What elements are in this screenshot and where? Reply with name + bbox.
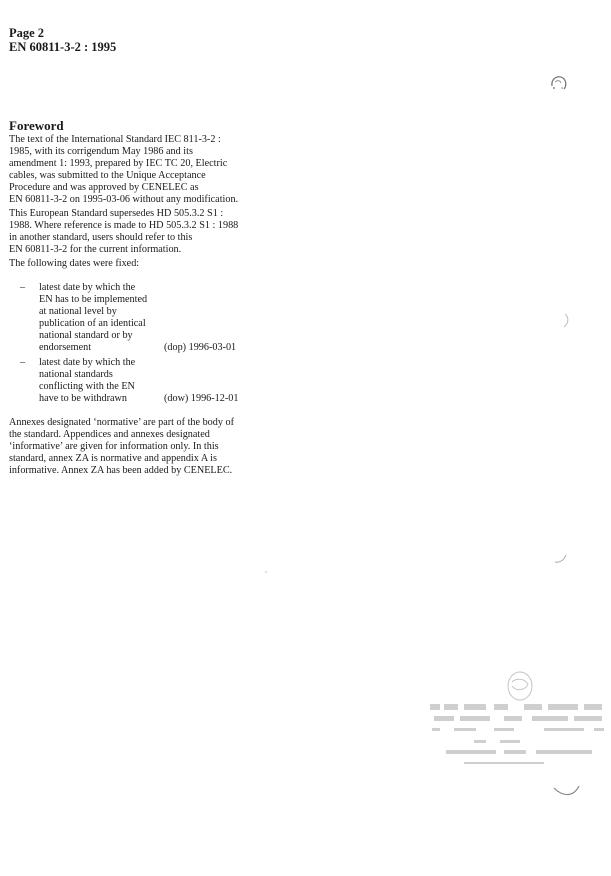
- text-line: national standard or by: [39, 330, 133, 341]
- paragraph-annexes: [9, 417, 267, 477]
- scan-mark-lower: [552, 552, 570, 566]
- text-line: national standards: [39, 369, 113, 380]
- text-line: latest date by which the: [39, 282, 136, 293]
- scan-mark-mid: [560, 312, 572, 330]
- paragraph-supersedes: [9, 208, 267, 256]
- page-number: Page 2: [9, 26, 45, 40]
- text-line: endorsement: [39, 342, 92, 353]
- text-line: The text of the International Standard IEC 811-3-2 :: [9, 134, 221, 145]
- date-item-dow: [9, 357, 267, 405]
- text-line: 1985, with its corrigendum May 1986 and its: [9, 146, 193, 157]
- date-value: (dop) 1996-03-01: [164, 342, 237, 353]
- text-line: This European Standard supersedes HD 505.3.2 S1 :: [9, 208, 224, 219]
- text-line: Procedure and was approved by CENELEC as: [9, 182, 199, 193]
- text-line: EN 60811-3-2 for the current information.: [9, 244, 182, 255]
- text-line: Annexes designated ‘normative’ are part of the body of: [9, 417, 234, 428]
- foreword-body: [9, 134, 267, 479]
- scan-dot: [264, 570, 268, 574]
- scan-mark-top: [548, 72, 570, 94]
- text-line: standard, annex ZA is normative and appendix A is: [9, 453, 217, 464]
- faded-stamp-seal: [424, 668, 608, 808]
- list-dash: –: [20, 282, 26, 293]
- date-value: (dow) 1996-12-01: [164, 393, 239, 404]
- text-line: EN 60811-3-2 on 1995-03-06 without any modification.: [9, 194, 239, 205]
- page-header: [9, 26, 116, 54]
- text-line: publication of an identical: [39, 318, 146, 329]
- text-line: in another standard, users should refer to this: [9, 232, 193, 243]
- text-line: at national level by: [39, 306, 117, 317]
- text-line: informative. Annex ZA has been added by CENELEC.: [9, 465, 233, 476]
- text-line: latest date by which the: [39, 357, 136, 368]
- paragraph-adoption: [9, 134, 267, 206]
- list-dash: –: [20, 357, 26, 368]
- text-line: cables, was submitted to the Unique Acceptance: [9, 170, 206, 181]
- text-line: have to be withdrawn: [39, 393, 127, 404]
- text-line: conflicting with the EN: [39, 381, 135, 392]
- text-line: EN has to be implemented: [39, 294, 148, 305]
- paragraph-dates-intro: [9, 258, 267, 270]
- text-line: amendment 1: 1993, prepared by IEC TC 20, Electric: [9, 158, 228, 169]
- standard-number: EN 60811-3-2 : 1995: [9, 40, 117, 54]
- text-line: ‘informative’ are given for information only. In this: [9, 441, 219, 452]
- date-list: [9, 282, 267, 405]
- text-line: The following dates were fixed:: [9, 258, 140, 269]
- text-line: the standard. Appendices and annexes designated: [9, 429, 210, 440]
- text-line: 1988. Where reference is made to HD 505.3.2 S1 : 1988: [9, 220, 239, 231]
- date-item-dop: [9, 282, 267, 354]
- section-title: Foreword: [9, 118, 64, 133]
